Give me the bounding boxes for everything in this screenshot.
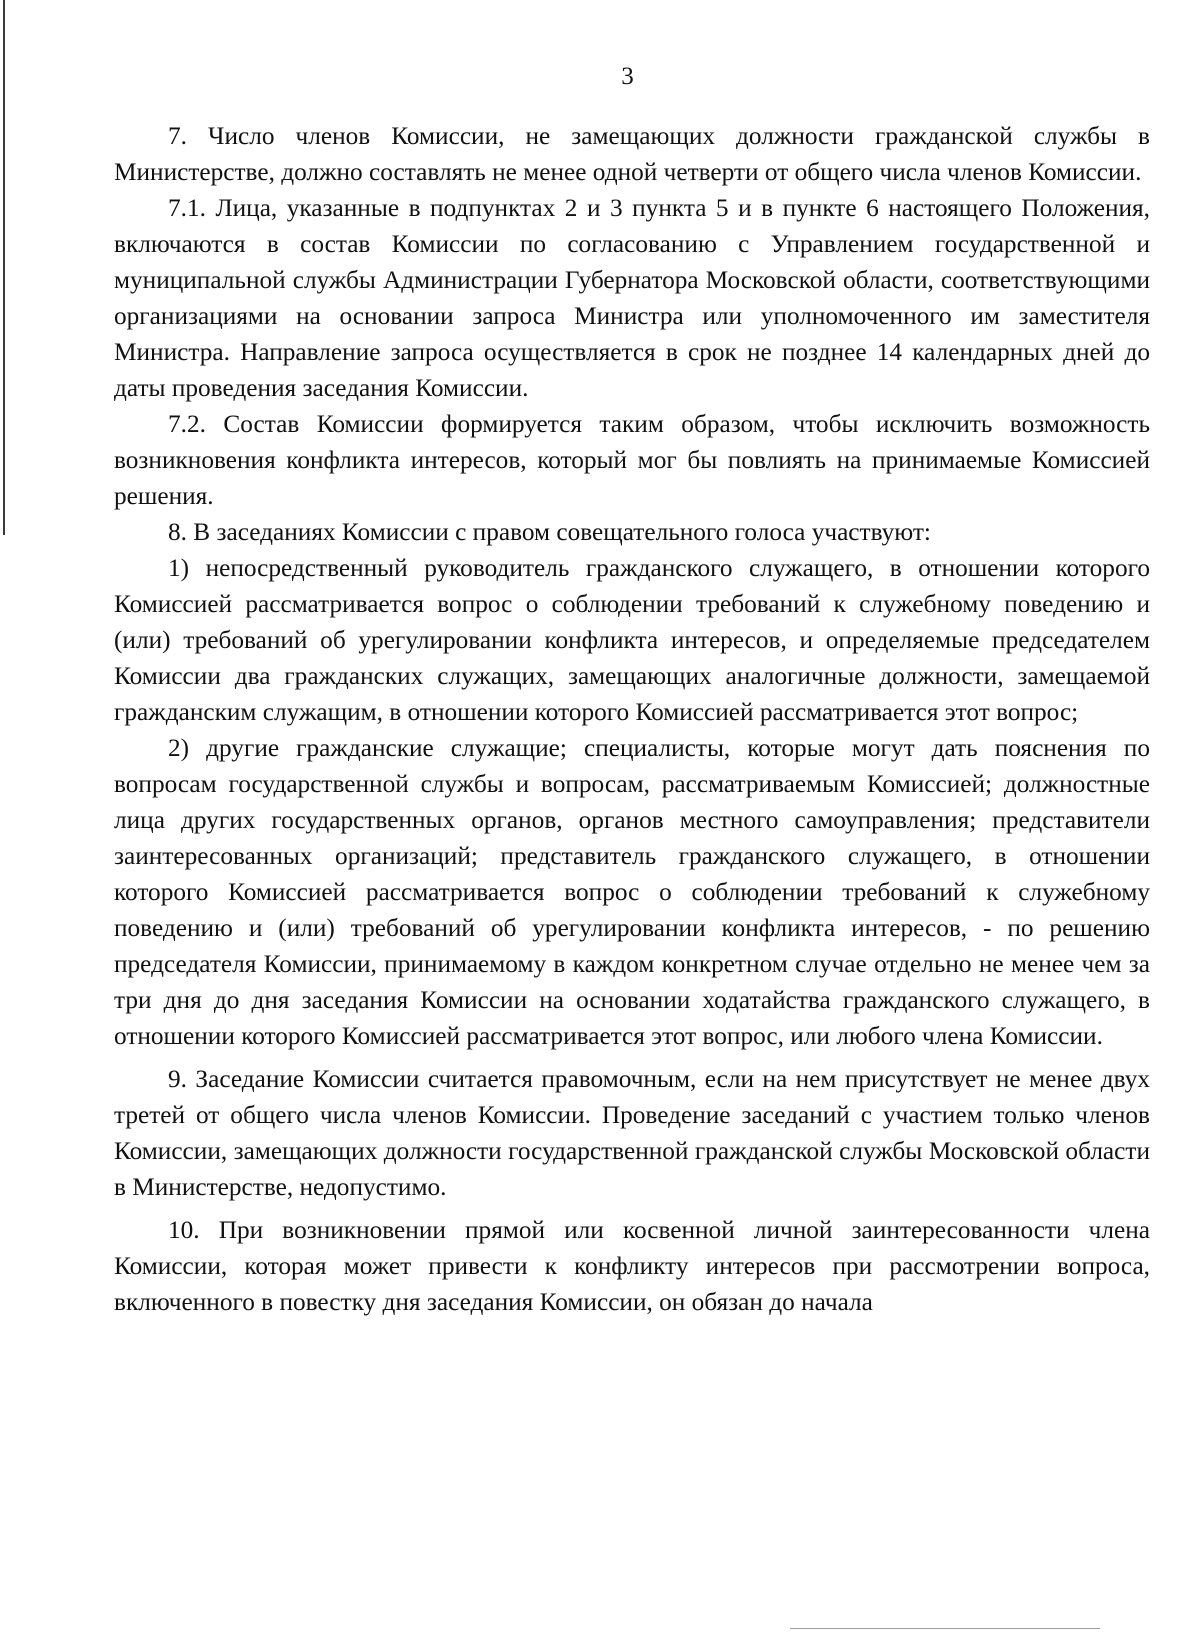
document-body [114,118,1150,1320]
paragraph-8: 8. В заседаниях Комиссии с правом совещательного голоса участвуют: [168,518,931,546]
paragraph-8-item-1: 1) непосредственный руководитель гражданского служащего, в отношении которого Комиссией рассматривается вопрос о соблюдении требований к служебному поведению и (или) требований об урегулировании конфликта интересов, и определяемые председателем Комиссии два гражданских служащих, замещающих аналогичные должности, замещаемой гражданским служащим, в отношении которого Комиссией рассматривается этот вопрос; [114,554,1150,726]
footer-rule [790,1628,1100,1629]
page-number: 3 [621,63,634,90]
paragraph-8-item-2: 2) другие гражданские служащие; специалисты, которые могут дать пояснения по вопросам государственной службы и вопросам, рассматриваемым Комиссией; должностные лица других государственных органов, органов местного самоуправления; представители заинтересованных организаций; представитель гражданского служащего, в отношении которого Комиссией рассматривается вопрос о соблюдении требований к служебному поведению и (или) требований об урегулировании конфликта интересов, - по решению председателя Комиссии, принимаемому в каждом конкретном случае отдельно не менее чем за три дня до дня заседания Комиссии на основании ходатайства гражданского служащего, в отношении которого Комиссией рассматривается этот вопрос, или любого члена Комиссии. [114,734,1150,1050]
paragraph-7: 7. Число членов Комиссии, не замещающих должности гражданской службы в Министерстве, должно составлять не менее одной четверти от общего числа членов Комиссии. [114,122,1150,186]
paragraph-9: 9. Заседание Комиссии считается правомочным, если на нем присутствует не менее двух третей от общего числа членов Комиссии. Проведение заседаний с участием только членов Комиссии, замещающих должности государственной гражданской службы Московской области в Министерстве, недопустимо. [114,1065,1150,1201]
paragraph-7-2: 7.2. Состав Комиссии формируется таким образом, чтобы исключить возможность возникновения конфликта интересов, который мог бы повлиять на принимаемые Комиссией решения. [114,410,1150,510]
paragraph-10: 10. При возникновении прямой или косвенной личной заинтересованности члена Комиссии, которая может привести к конфликту интересов при рассмотрении вопроса, включенного в повестку дня заседания Комиссии, он обязан до начала [114,1216,1150,1316]
paragraph-7-1: 7.1. Лица, указанные в подпунктах 2 и 3 пункта 5 и в пункте 6 настоящего Положения, включаются в состав Комиссии по согласованию с Управлением государственной и муниципальной службы Администрации Губернатора Московской области, соответствующими организациями на основании запроса Министра или уполномоченного им заместителя Министра. Направление запроса осуществляется в срок не позднее 14 календарных дней до даты проведения заседания Комиссии. [114,194,1150,402]
